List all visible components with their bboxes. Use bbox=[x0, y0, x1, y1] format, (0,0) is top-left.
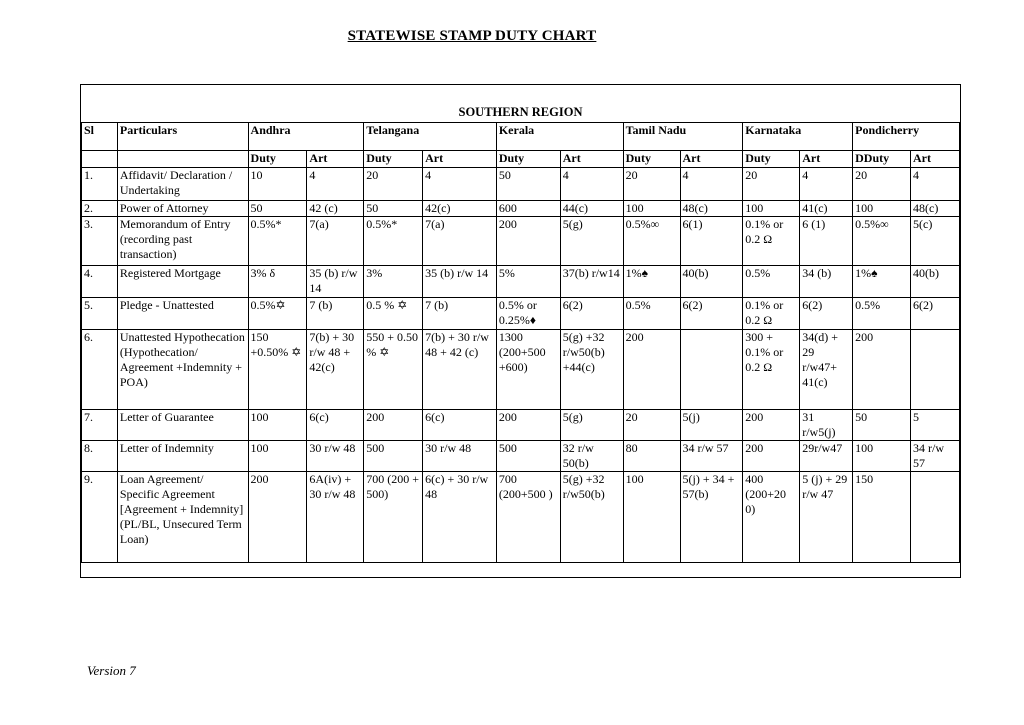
article-cell: 34 (b) bbox=[800, 266, 853, 298]
duty-cell: 0.5% or 0.25%♦ bbox=[496, 298, 560, 330]
empty-cell bbox=[82, 151, 118, 168]
state-header: Tamil Nadu bbox=[623, 123, 743, 151]
article-cell: 34(d) + 29 r/w47+ 41(c) bbox=[800, 330, 853, 410]
subcolumn-header: Duty bbox=[496, 151, 560, 168]
duty-cell: 100 bbox=[248, 441, 307, 472]
duty-cell: 3% bbox=[364, 266, 423, 298]
article-cell: 34 r/w 57 bbox=[911, 441, 960, 472]
duty-cell: 0.5%* bbox=[248, 217, 307, 266]
duty-cell: 20 bbox=[623, 410, 680, 441]
subcolumn-header: Art bbox=[680, 151, 743, 168]
article-cell: 5(g) bbox=[560, 217, 623, 266]
duty-cell: 50 bbox=[364, 201, 423, 217]
article-cell: 7 (b) bbox=[423, 298, 497, 330]
serial-number: 4. bbox=[82, 266, 118, 298]
subcolumn-header: Art bbox=[560, 151, 623, 168]
article-cell: 4 bbox=[560, 168, 623, 201]
serial-number: 5. bbox=[82, 298, 118, 330]
article-cell: 4 bbox=[800, 168, 853, 201]
duty-cell: 200 bbox=[743, 410, 800, 441]
duty-cell: 150 bbox=[853, 472, 911, 563]
subcolumn-header: Duty bbox=[364, 151, 423, 168]
article-cell: 4 bbox=[911, 168, 960, 201]
article-cell: 6(c) bbox=[307, 410, 364, 441]
serial-number: 7. bbox=[82, 410, 118, 441]
article-cell: 48(c) bbox=[911, 201, 960, 217]
duty-cell: 0.5%* bbox=[364, 217, 423, 266]
duty-cell: 550 + 0.50 % ✡ bbox=[364, 330, 423, 410]
empty-cell bbox=[117, 151, 248, 168]
article-cell: 5(c) bbox=[911, 217, 960, 266]
article-cell: 4 bbox=[423, 168, 497, 201]
table-row bbox=[82, 472, 960, 563]
article-cell: 5 (j) + 29 r/w 47 bbox=[800, 472, 853, 563]
duty-cell: 700 (200 + 500) bbox=[364, 472, 423, 563]
table-row bbox=[82, 330, 960, 410]
serial-number: 9. bbox=[82, 472, 118, 563]
article-cell: 7(b) + 30 r/w 48 + 42 (c) bbox=[423, 330, 497, 410]
subcolumn-header: Duty bbox=[248, 151, 307, 168]
state-header: Kerala bbox=[496, 123, 623, 151]
duty-cell: 400 (200+20 0) bbox=[743, 472, 800, 563]
serial-number: 1. bbox=[82, 168, 118, 201]
duty-cell: 600 bbox=[496, 201, 560, 217]
article-cell: 34 r/w 57 bbox=[680, 441, 743, 472]
article-cell: 7(a) bbox=[307, 217, 364, 266]
table-row bbox=[82, 298, 960, 330]
duty-cell: 500 bbox=[496, 441, 560, 472]
header-row-states bbox=[82, 123, 960, 151]
duty-cell: 200 bbox=[364, 410, 423, 441]
duty-grid bbox=[81, 122, 960, 563]
duty-cell: 5% bbox=[496, 266, 560, 298]
duty-cell: 0.5%✡ bbox=[248, 298, 307, 330]
article-cell: 4 bbox=[680, 168, 743, 201]
duty-cell: 200 bbox=[496, 217, 560, 266]
article-cell: 6(2) bbox=[911, 298, 960, 330]
duty-cell: 200 bbox=[743, 441, 800, 472]
subcolumn-header: Art bbox=[307, 151, 364, 168]
duty-cell: 0.5 % ✡ bbox=[364, 298, 423, 330]
particulars-header: Particulars bbox=[117, 123, 248, 151]
duty-cell: 10 bbox=[248, 168, 307, 201]
duty-cell: 100 bbox=[853, 201, 911, 217]
state-header: Karnataka bbox=[743, 123, 853, 151]
subcolumn-header: Art bbox=[423, 151, 497, 168]
duty-cell: 1%♠ bbox=[853, 266, 911, 298]
article-cell: 32 r/w 50(b) bbox=[560, 441, 623, 472]
duty-cell: 200 bbox=[248, 472, 307, 563]
duty-cell: 100 bbox=[743, 201, 800, 217]
article-cell: 5(g) +32 r/w50(b) +44(c) bbox=[560, 330, 623, 410]
duty-cell: 700 (200+500 ) bbox=[496, 472, 560, 563]
particular-cell: Power of Attorney bbox=[117, 201, 248, 217]
duty-cell: 80 bbox=[623, 441, 680, 472]
particular-cell: Affidavit/ Declaration / Undertaking bbox=[117, 168, 248, 201]
article-cell: 4 bbox=[307, 168, 364, 201]
duty-cell: 0.5% bbox=[853, 298, 911, 330]
region-heading: SOUTHERN REGION bbox=[458, 105, 583, 119]
duty-cell: 50 bbox=[248, 201, 307, 217]
duty-cell: 1%♠ bbox=[623, 266, 680, 298]
duty-cell: 200 bbox=[623, 330, 680, 410]
table-row bbox=[82, 410, 960, 441]
duty-cell: 0.5%∞ bbox=[853, 217, 911, 266]
state-header: Telangana bbox=[364, 123, 497, 151]
duty-cell: 3% δ bbox=[248, 266, 307, 298]
article-cell: 31 r/w5(j) bbox=[800, 410, 853, 441]
duty-cell: 150 +0.50% ✡ bbox=[248, 330, 307, 410]
article-cell: 6(c) bbox=[423, 410, 497, 441]
article-cell: 6A(iv) + 30 r/w 48 bbox=[307, 472, 364, 563]
duty-cell: 100 bbox=[248, 410, 307, 441]
article-cell: 6(1) bbox=[680, 217, 743, 266]
article-cell: 5(j) bbox=[680, 410, 743, 441]
table-row bbox=[82, 168, 960, 201]
duty-cell: 20 bbox=[364, 168, 423, 201]
article-cell: 42 (c) bbox=[307, 201, 364, 217]
article-cell: 6(2) bbox=[800, 298, 853, 330]
particular-cell: Unattested Hypothecation (Hypothecation/ Agreement +Indemnity + POA) bbox=[117, 330, 248, 410]
duty-cell: 0.1% or 0.2 Ω bbox=[743, 298, 800, 330]
duty-cell: 200 bbox=[853, 330, 911, 410]
article-cell: 37(b) r/w14 bbox=[560, 266, 623, 298]
serial-number: 6. bbox=[82, 330, 118, 410]
article-cell bbox=[680, 330, 743, 410]
duty-cell: 0.5% bbox=[743, 266, 800, 298]
article-cell: 29r/w47 bbox=[800, 441, 853, 472]
article-cell: 6 (1) bbox=[800, 217, 853, 266]
duty-cell: 0.1% or 0.2 Ω bbox=[743, 217, 800, 266]
duty-cell: 20 bbox=[743, 168, 800, 201]
subcolumn-header: Art bbox=[911, 151, 960, 168]
article-cell: 30 r/w 48 bbox=[307, 441, 364, 472]
article-cell: 30 r/w 48 bbox=[423, 441, 497, 472]
article-cell: 5 bbox=[911, 410, 960, 441]
particular-cell: Letter of Guarantee bbox=[117, 410, 248, 441]
article-cell: 35 (b) r/w 14 bbox=[423, 266, 497, 298]
document-title: STATEWISE STAMP DUTY CHART bbox=[347, 28, 597, 44]
particular-cell: Registered Mortgage bbox=[117, 266, 248, 298]
table-row bbox=[82, 266, 960, 298]
article-cell: 7(b) + 30 r/w 48 + 42(c) bbox=[307, 330, 364, 410]
duty-cell: 50 bbox=[496, 168, 560, 201]
article-cell bbox=[911, 472, 960, 563]
duty-cell: 200 bbox=[496, 410, 560, 441]
article-cell: 6(2) bbox=[560, 298, 623, 330]
article-cell: 5(j) + 34 + 57(b) bbox=[680, 472, 743, 563]
article-cell: 7(a) bbox=[423, 217, 497, 266]
header-row-subcolumns bbox=[82, 151, 960, 168]
table-row bbox=[82, 201, 960, 217]
article-cell: 42(c) bbox=[423, 201, 497, 217]
duty-cell: 100 bbox=[853, 441, 911, 472]
duty-cell: 1300 (200+500 +600) bbox=[496, 330, 560, 410]
version-footer: Version 7 bbox=[87, 663, 136, 678]
duty-cell: 20 bbox=[853, 168, 911, 201]
duty-cell: 0.5% bbox=[623, 298, 680, 330]
article-cell bbox=[911, 330, 960, 410]
serial-number: 8. bbox=[82, 441, 118, 472]
subcolumn-header: Duty bbox=[623, 151, 680, 168]
article-cell: 6(2) bbox=[680, 298, 743, 330]
article-cell: 41(c) bbox=[800, 201, 853, 217]
particular-cell: Letter of Indemnity bbox=[117, 441, 248, 472]
article-cell: 40(b) bbox=[680, 266, 743, 298]
article-cell: 6(c) + 30 r/w 48 bbox=[423, 472, 497, 563]
article-cell: 7 (b) bbox=[307, 298, 364, 330]
article-cell: 5(g) +32 r/w50(b) bbox=[560, 472, 623, 563]
duty-cell: 0.5%∞ bbox=[623, 217, 680, 266]
particular-cell: Memorandum of Entry (recording past transaction) bbox=[117, 217, 248, 266]
subcolumn-header: Duty bbox=[743, 151, 800, 168]
article-cell: 35 (b) r/w 14 bbox=[307, 266, 364, 298]
subcolumn-header: DDuty bbox=[853, 151, 911, 168]
table-row bbox=[82, 217, 960, 266]
duty-cell: 100 bbox=[623, 472, 680, 563]
duty-cell: 20 bbox=[623, 168, 680, 201]
serial-number: 3. bbox=[82, 217, 118, 266]
particular-cell: Loan Agreement/ Specific Agreement [Agreement + Indemnity] (PL/BL, Unsecured Term Loan) bbox=[117, 472, 248, 563]
serial-number: 2. bbox=[82, 201, 118, 217]
article-cell: 40(b) bbox=[911, 266, 960, 298]
duty-cell: 300 + 0.1% or 0.2 Ω bbox=[743, 330, 800, 410]
sl-header: Sl bbox=[82, 123, 118, 151]
duty-cell: 100 bbox=[623, 201, 680, 217]
state-header: Andhra bbox=[248, 123, 364, 151]
state-header: Pondicherry bbox=[853, 123, 960, 151]
duty-cell: 50 bbox=[853, 410, 911, 441]
subcolumn-header: Art bbox=[800, 151, 853, 168]
duty-cell: 500 bbox=[364, 441, 423, 472]
stamp-duty-table bbox=[80, 84, 961, 578]
particular-cell: Pledge - Unattested bbox=[117, 298, 248, 330]
article-cell: 5(g) bbox=[560, 410, 623, 441]
table-row bbox=[82, 441, 960, 472]
article-cell: 44(c) bbox=[560, 201, 623, 217]
article-cell: 48(c) bbox=[680, 201, 743, 217]
